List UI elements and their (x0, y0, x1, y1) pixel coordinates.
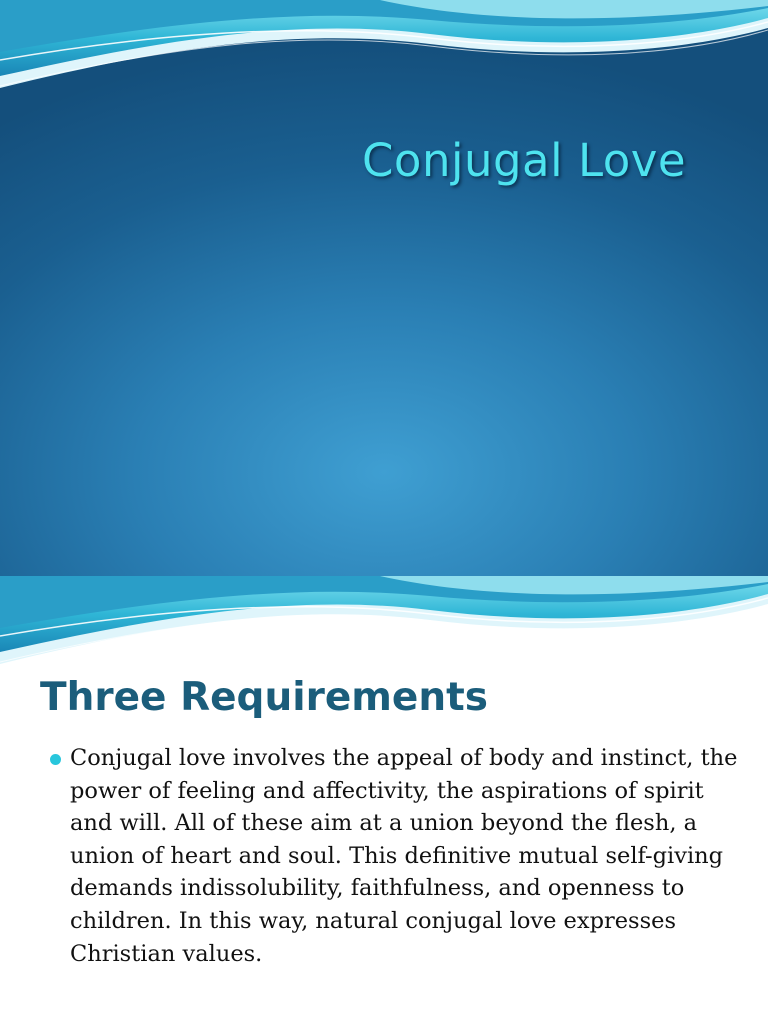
bullet-item (50, 742, 740, 970)
bullet-icon (50, 754, 61, 765)
slide-title: Conjugal Love (362, 134, 687, 187)
content-slide (0, 576, 768, 1024)
wave-decoration (0, 0, 768, 100)
bullet-list (50, 742, 740, 970)
wave-decoration (0, 576, 768, 676)
slide-title: Three Requirements (40, 675, 489, 720)
bullet-text: Conjugal love involves the appeal of body and instinct, the power of feeling and affectivity, the aspirations of spirit and will. All of these aim at a union beyond the flesh, a union of heart and soul. This definitive mutual self-giving demands indissolubility, faithfulness, and openness to children. In this way, natural conjugal love expresses Christian values. (70, 745, 738, 967)
